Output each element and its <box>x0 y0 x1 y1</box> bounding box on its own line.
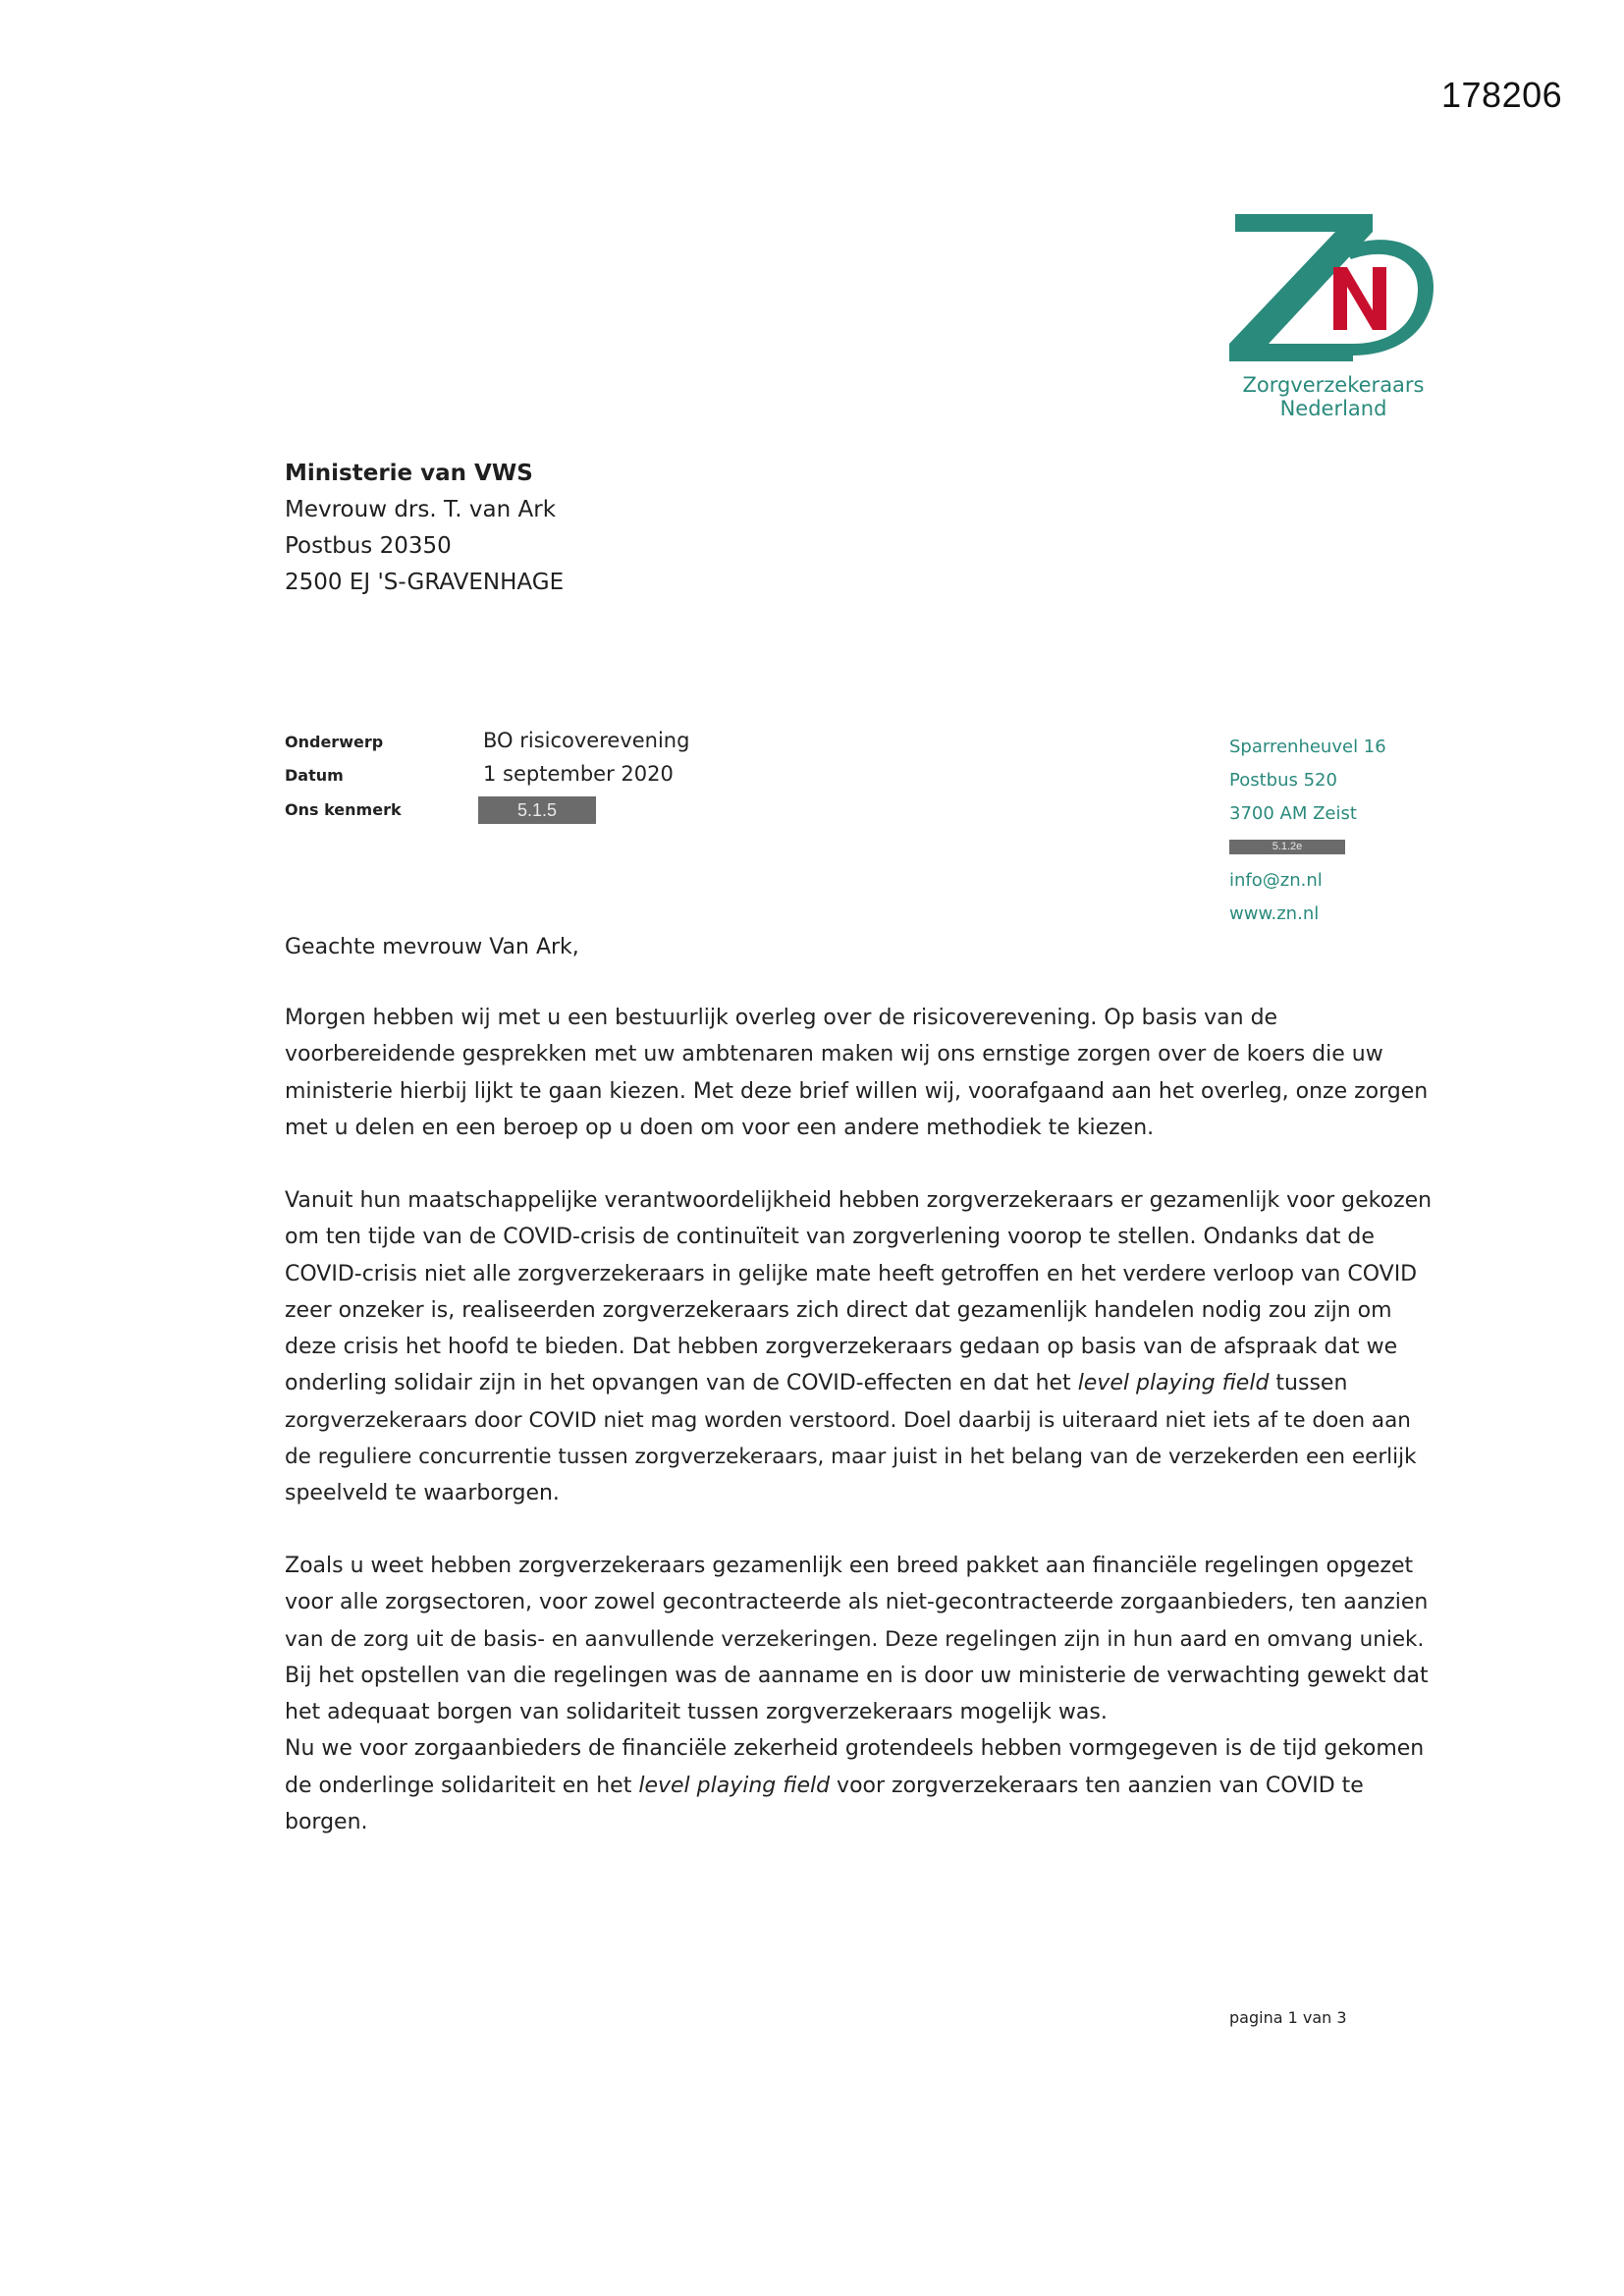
page-number: pagina 1 van 3 <box>1229 2008 1347 2027</box>
italic-term: level playing field <box>638 1773 831 1798</box>
paragraph-2 <box>285 1182 1433 1512</box>
paragraph-line: ministerie hierbij lijkt te gaan kiezen. Met deze brief willen wij, voorafgaand aan het overleg, onze zorgen <box>285 1078 1429 1104</box>
paragraph-line: Zoals u weet hebben zorgverzekeraars gezamenlijk een breed pakket aan financiële regelingen opgezet <box>285 1554 1414 1578</box>
paragraph-line: zorgverzekeraars door COVID niet mag worden verstoord. Doel daarbij is uiteraard niet iets af te doen aan <box>285 1407 1411 1433</box>
paragraph-line <box>285 1365 1424 1401</box>
logo-line-2: Nederland <box>1279 397 1387 420</box>
line-text: onderling solidair zijn in het opvangen van de COVID-effecten en dat het <box>285 1371 1078 1396</box>
paragraph-line: speelveld te waarborgen. <box>285 1481 560 1506</box>
logo-line-1: Zorgverzekeraars <box>1242 373 1425 397</box>
reference-redaction: 5.1.5 <box>478 796 596 824</box>
paragraph-line: Nu we voor zorgaanbieders de financiële zekerheid grotendeels hebben vormgegeven is de tijd gekomen <box>285 1736 1425 1762</box>
paragraph-line: Bij het opstellen van die regelingen was de aanname en is door uw ministerie de verwachting gewekt dat <box>285 1663 1429 1688</box>
subject-label: Onderwerp <box>285 733 384 751</box>
reference-label: Ons kenmerk <box>285 800 402 819</box>
date-value: 1 september 2020 <box>483 762 674 786</box>
sender-street: Sparrenheuvel 16 <box>1229 737 1386 757</box>
document-number: 178206 <box>1441 75 1563 115</box>
sender-redaction: 5.1.2e <box>1229 840 1345 854</box>
line-text: voor zorgverzekeraars ten aanzien van COVID te <box>830 1773 1364 1798</box>
recipient-city: 2500 EJ 'S-GRAVENHAGE <box>285 570 565 595</box>
paragraph-3 <box>285 1548 1429 1840</box>
paragraph-line: met u delen en een beroep op u doen om voor een andere methodiek te kiezen. <box>285 1115 1155 1140</box>
paragraph-line: Vanuit hun maatschappelijke verantwoordelijkheid hebben zorgverzekeraars er gezamenlijk voor gekozen <box>285 1188 1433 1213</box>
paragraph-line: zeer onzeker is, realiseerden zorgverzekeraars zich direct dat gezamenlijk handelen nodig zou zijn om <box>285 1297 1392 1323</box>
sender-email: info@zn.nl <box>1229 870 1323 891</box>
zn-logo-icon <box>1225 208 1441 365</box>
recipient-org: Ministerie van VWS <box>285 461 533 486</box>
paragraph-line: de reguliere concurrentie tussen zorgverzekeraars, maar juist in het belang van de verzekerden een eerlijk <box>285 1445 1417 1470</box>
paragraph-line: Morgen hebben wij met u een bestuurlijk overleg over de risicoverevening. Op basis van de <box>285 1006 1278 1030</box>
paragraph-line: om ten tijde van de COVID-crisis de continuïteit van zorgverlening voorop te stellen. Ondanks dat de <box>285 1225 1375 1250</box>
sender-postbus: Postbus 520 <box>1229 770 1337 791</box>
recipient-name: Mevrouw drs. T. van Ark <box>285 497 557 522</box>
paragraph-1 <box>285 1000 1429 1146</box>
date-label: Datum <box>285 766 344 785</box>
sender-city: 3700 AM Zeist <box>1229 803 1357 824</box>
subject-value: BO risicoverevening <box>483 729 690 752</box>
line-text: de onderlinge solidariteit en het <box>285 1773 639 1798</box>
salutation: Geachte mevrouw Van Ark, <box>285 935 579 959</box>
recipient-postbus: Postbus 20350 <box>285 533 452 559</box>
line-text: tussen <box>1269 1371 1348 1396</box>
paragraph-line: deze crisis het hoofd te bieden. Dat hebben zorgverzekeraars gedaan op basis van de afspraak dat we <box>285 1335 1398 1360</box>
paragraph-line: voorbereidende gesprekken met uw ambtenaren maken wij ons ernstige zorgen over de koers die uw <box>285 1042 1383 1067</box>
paragraph-line: van de zorg uit de basis- en aanvullende verzekeringen. Deze regelingen zijn in hun aard en omvang uniek. <box>285 1626 1425 1652</box>
italic-term: level playing field <box>1077 1371 1270 1396</box>
paragraph-line <box>285 1768 1424 1804</box>
paragraph-line: het adequaat borgen van solidariteit tussen zorgverzekeraars mogelijk was. <box>285 1700 1108 1725</box>
paragraph-line: voor alle zorgsectoren, voor zowel gecontracteerde als niet-gecontracteerde zorgaanbieders, ten aanzien <box>285 1590 1429 1615</box>
paragraph-line: borgen. <box>285 1810 368 1835</box>
paragraph-line: COVID-crisis niet alle zorgverzekeraars in gelijke mate heeft getroffen en het verdere verloop van COVID <box>285 1261 1418 1286</box>
sender-website: www.zn.nl <box>1229 903 1320 924</box>
